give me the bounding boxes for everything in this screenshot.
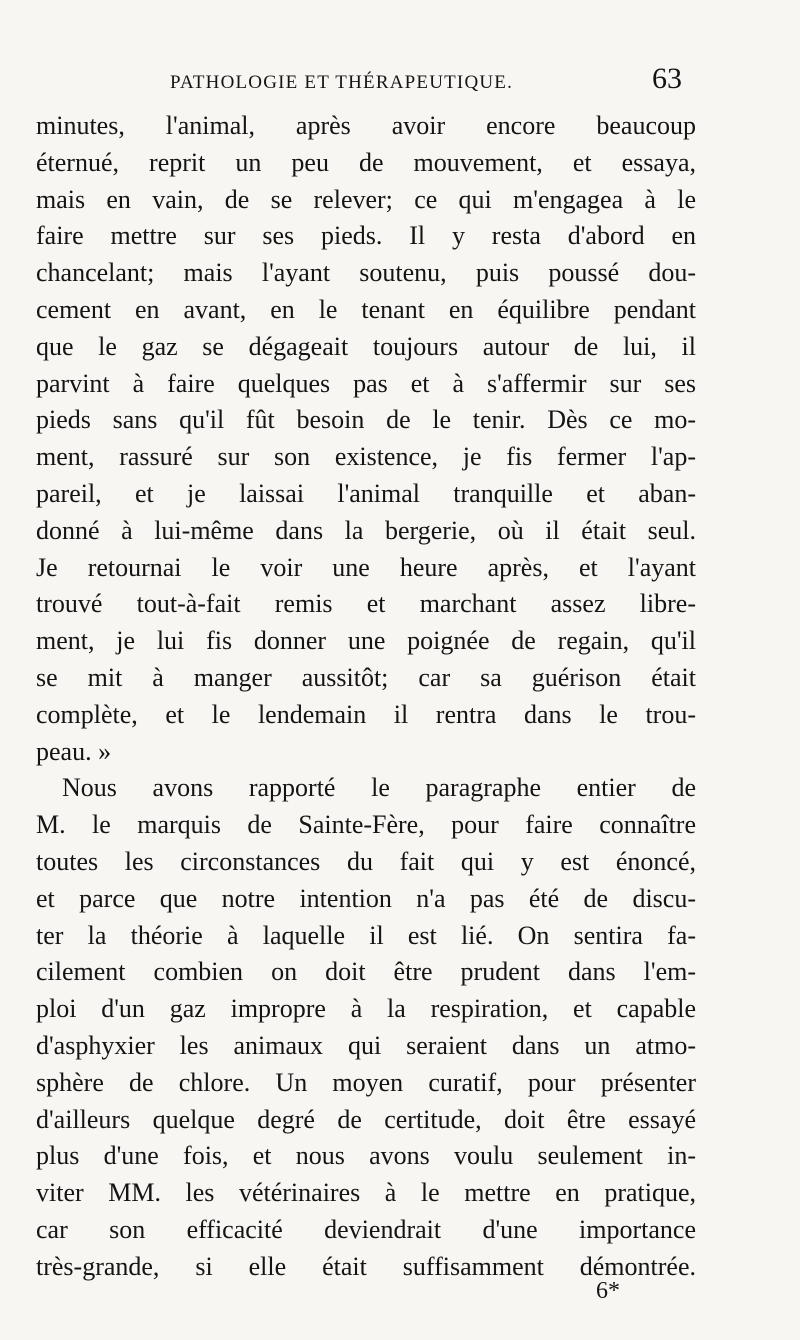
- text-line: minutes, l'animal, après avoir encore beaucoup: [36, 111, 696, 140]
- text-line: plus d'une fois, et nous avons voulu seulement in-: [36, 1141, 696, 1171]
- body-text: [36, 108, 696, 1286]
- text-line: ment, je lui fis donner une poignée de regain, qu'il: [36, 626, 696, 656]
- text-line: mais en vain, de se relever; ce qui m'engagea à le: [36, 184, 696, 214]
- text-line: complète, et le lendemain il rentra dans le trou-: [36, 699, 696, 729]
- text-line: trouvé tout-à-fait remis et marchant assez libre-: [36, 589, 696, 619]
- text-line: pareil, et je laissai l'animal tranquille et aban-: [36, 478, 696, 508]
- text-line: chancelant; mais l'ayant soutenu, puis poussé dou-: [36, 258, 696, 288]
- signature-mark: 6*: [596, 1278, 620, 1304]
- text-line: très-grande, si elle était suffisamment démontrée.: [36, 1251, 696, 1281]
- running-title: PATHOLOGIE ET THÉRAPEUTIQUE.: [170, 72, 514, 93]
- text-line: ment, rassuré sur son existence, je fis fermer l'ap-: [36, 442, 696, 472]
- text-line: faire mettre sur ses pieds. Il y resta d'abord en: [36, 221, 696, 251]
- text-line: donné à lui-même dans la bergerie, où il était seul.: [36, 515, 696, 545]
- text-line: cilement combien on doit être prudent dans l'em-: [36, 957, 696, 987]
- running-head: [40, 62, 760, 102]
- text-line: pieds sans qu'il fût besoin de le tenir. Dès ce mo-: [36, 405, 696, 435]
- text-line: ploi d'un gaz impropre à la respiration, et capable: [36, 994, 696, 1024]
- page-number: 63: [652, 62, 682, 95]
- text-line: M. le marquis de Sainte-Fère, pour faire connaître: [36, 810, 696, 840]
- text-line: d'asphyxier les animaux qui seraient dans un atmo-: [36, 1030, 696, 1060]
- text-line: d'ailleurs quelque degré de certitude, doit être essayé: [36, 1104, 696, 1134]
- text-line: parvint à faire quelques pas et à s'affermir sur ses: [36, 368, 696, 398]
- text-line: Je retournai le voir une heure après, et l'ayant: [36, 552, 696, 582]
- text-line: se mit à manger aussitôt; car sa guérison était: [36, 662, 696, 692]
- text-line: ter la théorie à laquelle il est lié. On sentira fa-: [36, 920, 696, 950]
- text-line: sphère de chlore. Un moyen curatif, pour présenter: [36, 1067, 696, 1097]
- text-line: éternué, reprit un peu de mouvement, et essaya,: [36, 147, 696, 177]
- text-line: cement en avant, en le tenant en équilibre pendant: [36, 294, 696, 324]
- text-line: et parce que notre intention n'a pas été de discu-: [36, 883, 696, 913]
- text-line: viter MM. les vétérinaires à le mettre en pratique,: [36, 1178, 696, 1208]
- text-line: que le gaz se dégageait toujours autour de lui, il: [36, 331, 696, 361]
- text-line: Nous avons rapporté le paragraphe entier de: [62, 773, 696, 803]
- text-line: toutes les circonstances du fait qui y est énoncé,: [36, 846, 696, 876]
- text-line: peau. »: [36, 736, 112, 766]
- text-line: car son efficacité deviendrait d'une importance: [36, 1214, 696, 1244]
